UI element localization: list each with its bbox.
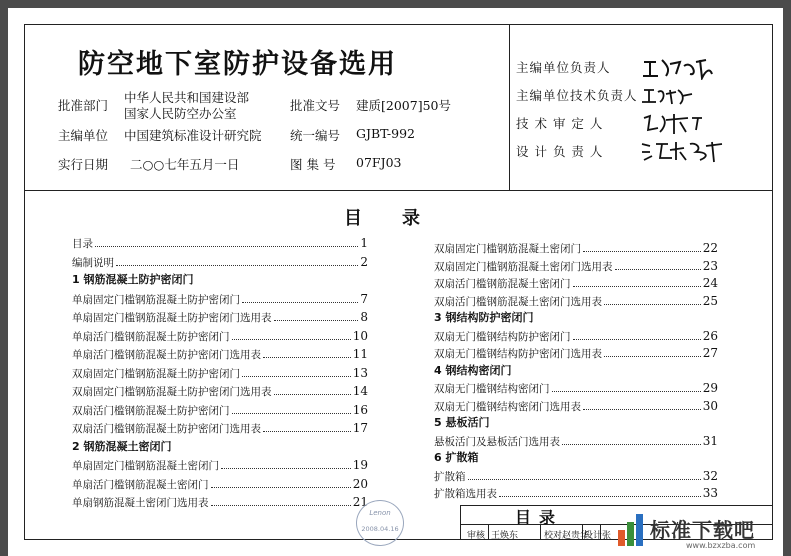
- toc-page-number: 30: [702, 398, 718, 413]
- toc-leader: [573, 339, 701, 340]
- toc-leader: [499, 496, 701, 497]
- watermark-url: www.bzxzba.com: [686, 541, 756, 550]
- toc-leader: [263, 431, 351, 432]
- tb-check-name: 赵贵华: [562, 531, 590, 541]
- toc-entry[interactable]: [72, 477, 368, 495]
- toc-entry-label: 双扇无门槛钢结构密闭门: [434, 383, 550, 395]
- toc-entry-label: 扩散箱选用表: [434, 488, 497, 500]
- toc-entry-label: 双扇无门槛钢结构防护密闭门: [434, 330, 571, 343]
- toc-section-heading: 5 悬板活门: [434, 416, 490, 429]
- toc-page-number: 26: [702, 328, 718, 343]
- toc-page-number: 19: [352, 458, 368, 472]
- toc-page-number: 27: [702, 346, 718, 360]
- toc-entry-label: 单扇固定门槛钢筋混凝土防护密闭门选用表: [72, 312, 272, 324]
- toc-leader: [232, 413, 351, 414]
- toc-entry[interactable]: [72, 495, 368, 513]
- toc-entry-label: 单扇活门槛钢筋混凝土密闭门: [72, 478, 209, 491]
- toc-entry-label: 双扇固定门槛钢筋混凝土密闭门: [434, 243, 581, 255]
- toc-entry[interactable]: [72, 366, 368, 384]
- toc-entry[interactable]: [434, 329, 718, 347]
- toc-leader: [583, 409, 701, 410]
- signature-role-1: 主编单位负责人: [516, 60, 611, 75]
- toc-entry[interactable]: [72, 421, 368, 439]
- toc-leader: [232, 339, 351, 340]
- toc-page-number: 16: [352, 402, 368, 417]
- toc-leader: [221, 468, 351, 469]
- toc-entry-label: 双扇固定门槛钢筋混凝土密闭门选用表: [434, 260, 613, 273]
- toc-page-number: 25: [702, 293, 718, 308]
- toc-page-number: 32: [702, 468, 718, 483]
- toc-page-number: 31: [702, 433, 718, 448]
- signature-image-1: [640, 56, 720, 80]
- toc-leader: [573, 286, 701, 287]
- date-value: 二○○七年五月一日: [130, 157, 240, 172]
- dept-value-1: 中华人民共和国建设部: [124, 90, 250, 105]
- header-divider: [509, 24, 510, 190]
- tb-review-name: 王焕东: [491, 531, 519, 541]
- toc-entry[interactable]: [434, 241, 718, 259]
- toc-page-number: 2: [360, 254, 368, 269]
- toc-leader: [95, 246, 358, 247]
- toc-leader: [468, 479, 701, 480]
- toc-entry-label: 双扇无门槛钢结构防护密闭门选用表: [434, 348, 602, 360]
- watermark-brand: 标准下载吧: [650, 518, 755, 542]
- toc-page-number: 14: [352, 384, 368, 398]
- dept-value-2: 国家人民防空办公室: [124, 106, 237, 121]
- toc-page-number: 17: [352, 421, 368, 435]
- tb-design-label: 设计: [584, 531, 603, 541]
- toc-entry-label: 单扇固定门槛钢筋混凝土密闭门: [72, 460, 219, 472]
- toc-entry-label: 悬板活门及悬板活门选用表: [434, 435, 560, 448]
- site-watermark: [612, 510, 791, 556]
- toc-leader: [604, 356, 701, 357]
- toc-entry-label: 目录: [72, 238, 93, 250]
- tb-sep: [540, 524, 541, 540]
- toc-page-number: 10: [352, 328, 368, 343]
- toc-page-number: 29: [702, 381, 718, 395]
- toc-leader: [242, 302, 358, 303]
- toc-page-number: 1: [360, 236, 368, 250]
- stamp-line-1: Lenon: [369, 509, 391, 517]
- title-block-title: 目录: [515, 508, 564, 527]
- toc-section-heading: 1 钢筋混凝土防护密闭门: [72, 273, 194, 286]
- watermark-logo-icon: [616, 512, 646, 548]
- toc-entry[interactable]: [72, 403, 368, 421]
- toc-entry-label: 双扇活门槛钢筋混凝土密闭门选用表: [434, 295, 602, 308]
- toc-leader: [242, 376, 351, 377]
- dept-label: 批准部门: [58, 98, 109, 113]
- toc-leader: [583, 251, 701, 252]
- toc-entry[interactable]: [72, 236, 368, 254]
- toc-entry[interactable]: [72, 458, 368, 476]
- toc-page-number: 7: [360, 291, 368, 306]
- toc-entry[interactable]: [72, 384, 368, 402]
- stamp-line-2: 2008.04.16: [361, 525, 399, 533]
- toc-entry[interactable]: [72, 292, 368, 310]
- toc-entry[interactable]: [72, 329, 368, 347]
- toc-entry[interactable]: [434, 469, 718, 487]
- document-title: 防空地下室防护设备选用: [78, 49, 397, 80]
- signature-image-4: [640, 138, 730, 164]
- toc-leader: [211, 505, 351, 506]
- toc-page-number: 8: [360, 310, 368, 324]
- signature-role-3: 技 术 审 定 人: [516, 116, 604, 131]
- toc-entry-label: 单扇钢筋混凝土密闭门选用表: [72, 497, 209, 509]
- toc-page-number: 21: [352, 495, 368, 509]
- toc-entry[interactable]: [434, 276, 718, 294]
- toc-section-heading: 6 扩散箱: [434, 451, 479, 464]
- toc-entry-label: 双扇活门槛钢筋混凝土防护密闭门选用表: [72, 423, 261, 435]
- toc-leader: [274, 320, 359, 321]
- toc-page-number: 23: [702, 258, 718, 273]
- toc-entry[interactable]: [434, 259, 718, 277]
- atlas-value: 07FJ03: [356, 155, 402, 170]
- toc-leader: [552, 391, 701, 392]
- toc-entry-label: 单扇活门槛钢筋混凝土防护密闭门选用表: [72, 349, 261, 361]
- toc-entry-label: 单扇固定门槛钢筋混凝土防护密闭门: [72, 293, 240, 306]
- toc-leader: [116, 265, 358, 266]
- toc-page-number: 33: [702, 486, 718, 500]
- code-label: 统一编号: [290, 128, 341, 143]
- toc-entry-label: 双扇固定门槛钢筋混凝土防护密闭门: [72, 367, 240, 380]
- toc-section-heading: 4 钢结构密闭门: [434, 363, 512, 377]
- tb-sep: [488, 524, 489, 540]
- signature-role-4: 设 计 负 责 人: [516, 144, 604, 159]
- tb-review-label: 审核: [467, 531, 486, 541]
- toc-section-heading: 3 钢结构防护密闭门: [434, 311, 534, 324]
- tb-check-label: 校对: [544, 531, 563, 541]
- toc-entry[interactable]: [72, 347, 368, 365]
- toc-entry[interactable]: [434, 381, 718, 399]
- date-label: 实行日期: [58, 157, 109, 172]
- reader-stamp: [356, 500, 404, 546]
- code-value: GJBT-992: [356, 126, 415, 141]
- toc-entry[interactable]: [72, 310, 368, 328]
- toc-page-number: 22: [702, 241, 718, 255]
- signature-image-3: [640, 110, 720, 136]
- toc-title: 目录: [344, 208, 460, 229]
- toc-leader: [562, 444, 701, 445]
- toc-entry-label: 编制说明: [72, 256, 114, 269]
- signature-role-2: 主编单位技术负责人: [516, 88, 638, 103]
- tb-design-name: 张: [602, 531, 612, 541]
- toc-leader: [211, 487, 351, 488]
- docno-label: 批准文号: [290, 98, 341, 113]
- unit-label: 主编单位: [58, 128, 109, 143]
- toc-entry-label: 双扇活门槛钢筋混凝土防护密闭门: [72, 404, 230, 417]
- toc-entry[interactable]: [434, 486, 718, 504]
- toc-entry-label: 双扇活门槛钢筋混凝土密闭门: [434, 278, 571, 290]
- toc-leader: [604, 304, 701, 305]
- unit-value: 中国建筑标准设计研究院: [124, 128, 262, 143]
- toc-page-number: 11: [352, 347, 368, 361]
- signature-image-2: [640, 84, 720, 108]
- toc-leader: [263, 357, 351, 358]
- docno-value: 建质[2007]50号: [356, 98, 451, 113]
- toc-entry-label: 单扇活门槛钢筋混凝土防护密闭门: [72, 330, 230, 343]
- toc-leader: [615, 269, 701, 270]
- toc-leader: [274, 394, 351, 395]
- toc-entry-label: 双扇无门槛钢结构密闭门选用表: [434, 400, 581, 413]
- toc-page-number: 24: [702, 276, 718, 290]
- toc-section-heading: 2 钢筋混凝土密闭门: [72, 439, 172, 453]
- toc-entry[interactable]: [72, 255, 368, 273]
- atlas-label: 图 集 号: [290, 157, 336, 172]
- toc-page-number: 20: [352, 476, 368, 491]
- toc-page-number: 13: [352, 365, 368, 380]
- toc-entry-label: 双扇固定门槛钢筋混凝土防护密闭门选用表: [72, 386, 272, 398]
- toc-entry-label: 扩散箱: [434, 470, 466, 483]
